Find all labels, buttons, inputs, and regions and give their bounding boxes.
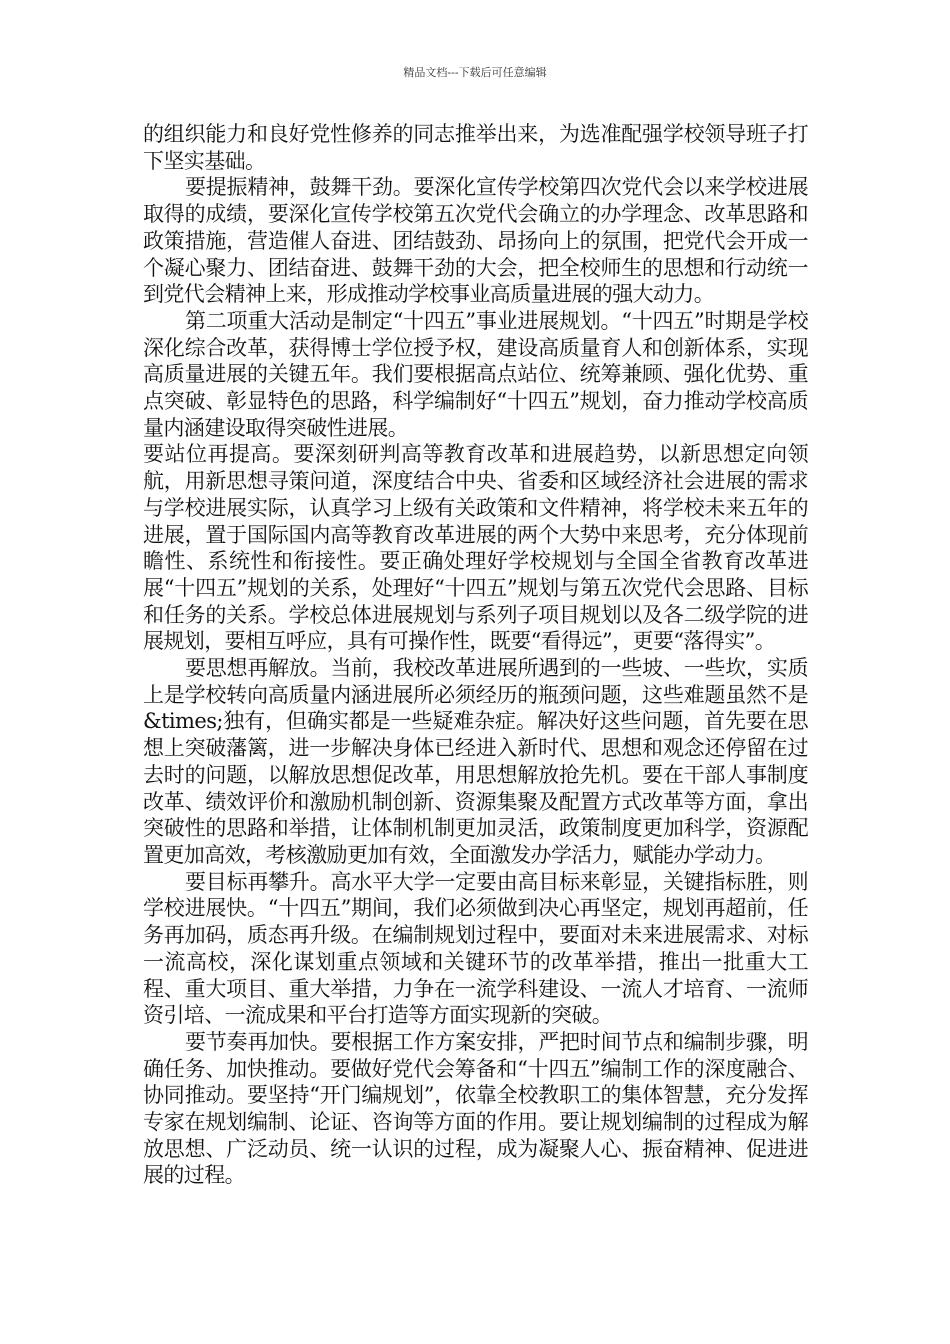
- paragraph-2: 要提振精神，鼓舞干劲。要深化宣传学校第四次党代会以来学校进展取得的成绩，要深化宣传学校第五次党代会确立的办学理念、改革思路和政策措施，营造催人奋进、团结鼓劲、昂扬向上的氛围，把党代会开成一个凝心聚力、团结奋进、鼓舞干劲的大会，把全校师生的思想和行动统一到党代会精神上来，形成推动学校事业高质量进展的强大动力。: [143, 175, 808, 307]
- paragraph-6: 要目标再攀升。高水平大学一定要由高目标来彰显，关键指标胜，则学校进展快。“十四五”期间，我们必须做到决心再坚定，规划再超前，任务再加码，质态再升级。在编制规划过程中，要面对未来进展需求、对标一流高校，深化谋划重点领域和关键环节的改革举措，推出一批重大工程、重大项目、重大举措，力争在一流学科建设、一流人才培育、一流师资引培、一流成果和平台打造等方面实现新的突破。: [143, 869, 808, 1028]
- paragraph-1: 的组织能力和良好党性修养的同志推举出来，为选准配强学校领导班子打下坚实基础。: [143, 122, 808, 173]
- paragraph-3: 第二项重大活动是制定“十四五”事业进展规划。“十四五”时期是学校深化综合改革，获得博士学位授予权，建设高质量育人和创新体系，实现高质量进展的关键五年。我们要根据高点站位、统筹兼顾、强化优势、重点突破、彰显特色的思路，科学编制好“十四五”规划，奋力推动学校高质量内涵建设取得突破性进展。: [143, 308, 808, 440]
- document-body: [143, 121, 808, 1189]
- paragraph-5: 要思想再解放。当前，我校改革进展所遇到的一些坡、一些坎，实质上是学校转向高质量内涵进展所必须经历的瓶颈问题，这些难题虽然不是&times;独有，但确实都是一些疑难杂症。解决好这些问题，首先要在思想上突破藩篱，进一步解决身体已经进入新时代、思想和观念还停留在过去时的问题，以解放思想促改革，用思想解放抢先机。要在干部人事制度改革、绩效评价和激励机制创新、资源集聚及配置方式改革等方面，拿出突破性的思路和举措，让体制机制更加灵活，政策制度更加科学，资源配置更加高效，考核激励更加有效，全面激发办学活力，赋能办学动力。: [143, 656, 808, 867]
- paragraph-7: 要节奏再加快。要根据工作方案安排，严把时间节点和编制步骤，明确任务、加快推动。要做好党代会筹备和“十四五”编制工作的深度融合、协同推动。要坚持“开门编规划”，依靠全校教职工的集体智慧，充分发挥专家在规划编制、论证、咨询等方面的作用。要让规划编制的过程成为解放思想、广泛动员、统一认识的过程，成为凝聚人心、振奋精神、促进进展的过程。: [143, 1029, 808, 1188]
- page-header: 精品文档---下载后可任意编辑: [403, 66, 547, 79]
- paragraph-4: 要站位再提高。要深刻研判高等教育改革和进展趋势，以新思想定向领航，用新思想寻策问道，深度结合中央、省委和区域经济社会进展的需求与学校进展实际，认真学习上级有关政策和文件精神，将学校未来五年的进展，置于国际国内高等教育改革进展的两个大势中来思考，充分体现前瞻性、系统性和衔接性。要正确处理好学校规划与全国全省教育改革进展“十四五”规划的关系，处理好“十四五”规划与第五次党代会思路、目标和任务的关系。学校总体进展规划与系列子项目规划以及各二级学院的进展规划，要相互呼应，具有可操作性，既要“看得远”，更要“落得实”。: [143, 442, 808, 654]
